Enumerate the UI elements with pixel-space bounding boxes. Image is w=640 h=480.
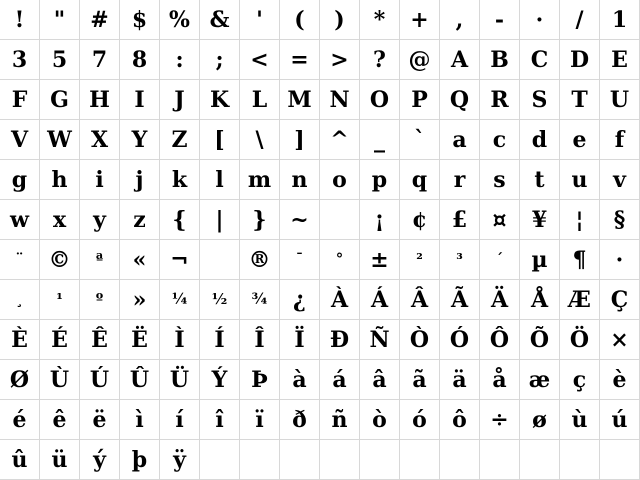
glyph-cell[interactable] [200,240,240,280]
glyph-cell[interactable]: ò [360,400,400,440]
glyph-cell[interactable]: ó [400,400,440,440]
glyph-cell[interactable]: i [80,160,120,200]
glyph-cell[interactable]: í [160,400,200,440]
glyph-cell[interactable]: L [240,80,280,120]
glyph-cell[interactable]: m [240,160,280,200]
glyph-cell[interactable]: ø [520,400,560,440]
glyph-cell[interactable]: w [0,200,40,240]
glyph-cell[interactable]: þ [120,440,160,480]
glyph-cell[interactable]: & [200,0,240,40]
glyph-cell[interactable]: ¦ [560,200,600,240]
glyph-cell[interactable]: Û [120,360,160,400]
glyph-cell[interactable]: A [440,40,480,80]
glyph-cell[interactable]: f [600,120,640,160]
glyph-cell[interactable]: Ñ [360,320,400,360]
glyph-cell[interactable]: ¨ [0,240,40,280]
glyph-cell[interactable]: / [560,0,600,40]
glyph-cell[interactable]: T [560,80,600,120]
glyph-cell[interactable]: » [120,280,160,320]
glyph-cell[interactable]: ñ [320,400,360,440]
glyph-cell[interactable]: 1 [600,0,640,40]
glyph-cell[interactable]: l [200,160,240,200]
glyph-cell[interactable]: F [0,80,40,120]
glyph-cell[interactable]: ¶ [560,240,600,280]
glyph-cell[interactable]: " [40,0,80,40]
glyph-cell[interactable]: g [0,160,40,200]
glyph-cell[interactable]: k [160,160,200,200]
glyph-cell[interactable]: · [520,0,560,40]
glyph-cell[interactable]: { [160,200,200,240]
glyph-cell[interactable]: K [200,80,240,120]
glyph-cell[interactable]: ° [320,240,360,280]
glyph-cell[interactable]: 7 [80,40,120,80]
glyph-cell[interactable]: Â [400,280,440,320]
glyph-cell[interactable]: ` [400,120,440,160]
glyph-cell[interactable]: _ [360,120,400,160]
glyph-cell[interactable]: Ð [320,320,360,360]
glyph-cell[interactable]: ý [80,440,120,480]
glyph-cell[interactable]: Î [240,320,280,360]
glyph-cell[interactable]: M [280,80,320,120]
glyph-cell[interactable]: ÷ [480,400,520,440]
glyph-cell-empty[interactable] [240,440,280,480]
glyph-cell[interactable]: V [0,120,40,160]
glyph-cell-empty[interactable] [320,440,360,480]
glyph-cell[interactable]: Ë [120,320,160,360]
glyph-cell[interactable]: Ò [400,320,440,360]
glyph-cell[interactable]: | [200,200,240,240]
glyph-cell[interactable]: 8 [120,40,160,80]
glyph-cell[interactable]: Ú [80,360,120,400]
glyph-cell[interactable]: u [560,160,600,200]
glyph-cell[interactable]: µ [520,240,560,280]
glyph-cell[interactable]: ú [600,400,640,440]
glyph-cell[interactable]: E [600,40,640,80]
glyph-cell[interactable]: ÿ [160,440,200,480]
glyph-cell[interactable]: o [320,160,360,200]
glyph-cell[interactable]: ' [240,0,280,40]
glyph-cell[interactable]: X [80,120,120,160]
glyph-cell[interactable]: ï [240,400,280,440]
glyph-cell[interactable]: ê [40,400,80,440]
glyph-cell[interactable]: ì [120,400,160,440]
glyph-cell[interactable]: h [40,160,80,200]
glyph-cell[interactable]: Z [160,120,200,160]
glyph-cell[interactable]: p [360,160,400,200]
glyph-cell[interactable]: ! [0,0,40,40]
glyph-cell[interactable]: Í [200,320,240,360]
glyph-cell[interactable]: ¿ [280,280,320,320]
glyph-cell[interactable]: § [600,200,640,240]
glyph-cell[interactable]: Q [440,80,480,120]
glyph-cell[interactable]: z [120,200,160,240]
glyph-cell-empty[interactable] [600,440,640,480]
glyph-cell[interactable]: Ê [80,320,120,360]
glyph-cell[interactable]: < [240,40,280,80]
glyph-cell[interactable]: N [320,80,360,120]
glyph-cell[interactable]: Ý [200,360,240,400]
glyph-cell[interactable]: å [480,360,520,400]
glyph-cell[interactable]: ¤ [480,200,520,240]
glyph-cell[interactable]: n [280,160,320,200]
glyph-cell[interactable]: * [360,0,400,40]
glyph-cell[interactable]: à [280,360,320,400]
glyph-cell[interactable]: î [200,400,240,440]
glyph-cell[interactable]: Ù [40,360,80,400]
glyph-cell[interactable]: t [520,160,560,200]
glyph-cell[interactable]: Ã [440,280,480,320]
glyph-cell[interactable]: D [560,40,600,80]
glyph-cell[interactable]: j [120,160,160,200]
glyph-cell[interactable]: r [440,160,480,200]
glyph-cell[interactable]: « [120,240,160,280]
glyph-cell[interactable]: Õ [520,320,560,360]
glyph-cell[interactable]: Ç [600,280,640,320]
glyph-cell[interactable]: ( [280,0,320,40]
glyph-cell[interactable]: v [600,160,640,200]
glyph-cell[interactable]: ä [440,360,480,400]
glyph-cell[interactable]: 5 [40,40,80,80]
glyph-cell[interactable]: È [0,320,40,360]
glyph-cell[interactable]: s [480,160,520,200]
glyph-cell[interactable]: Ü [160,360,200,400]
glyph-cell[interactable]: Ï [280,320,320,360]
glyph-cell[interactable]: Ó [440,320,480,360]
glyph-cell[interactable]: Æ [560,280,600,320]
glyph-cell-empty[interactable] [400,440,440,480]
glyph-cell[interactable]: ë [80,400,120,440]
glyph-cell[interactable]: \ [240,120,280,160]
glyph-cell[interactable]: Ø [0,360,40,400]
glyph-cell[interactable]: ¸ [0,280,40,320]
glyph-cell[interactable]: è [600,360,640,400]
glyph-cell-empty[interactable] [440,440,480,480]
glyph-cell[interactable]: é [0,400,40,440]
glyph-cell[interactable]: B [480,40,520,80]
glyph-cell[interactable]: ^ [320,120,360,160]
glyph-cell[interactable]: ¥ [520,200,560,240]
glyph-cell[interactable]: G [40,80,80,120]
glyph-cell[interactable]: ) [320,0,360,40]
glyph-cell[interactable]: @ [400,40,440,80]
glyph-cell[interactable]: É [40,320,80,360]
glyph-cell-empty[interactable] [520,440,560,480]
glyph-cell[interactable]: ³ [440,240,480,280]
glyph-cell[interactable]: · [600,240,640,280]
glyph-cell[interactable]: æ [520,360,560,400]
glyph-cell[interactable]: ] [280,120,320,160]
glyph-cell[interactable]: Å [520,280,560,320]
glyph-cell[interactable]: ¹ [40,280,80,320]
glyph-cell[interactable]: % [160,0,200,40]
glyph-cell[interactable]: a [440,120,480,160]
glyph-cell[interactable]: Ì [160,320,200,360]
glyph-cell[interactable]: > [320,40,360,80]
glyph-cell[interactable]: À [320,280,360,320]
glyph-cell[interactable]: º [80,280,120,320]
glyph-cell[interactable]: = [280,40,320,80]
glyph-cell[interactable]: ~ [280,200,320,240]
glyph-cell[interactable]: ; [200,40,240,80]
glyph-cell[interactable]: Ô [480,320,520,360]
glyph-cell[interactable]: ç [560,360,600,400]
glyph-cell[interactable]: d [520,120,560,160]
glyph-cell[interactable]: ² [400,240,440,280]
glyph-cell[interactable]: ? [360,40,400,80]
glyph-cell[interactable]: £ [440,200,480,240]
glyph-cell[interactable]: $ [120,0,160,40]
glyph-cell[interactable]: Þ [240,360,280,400]
glyph-cell[interactable]: Y [120,120,160,160]
glyph-cell[interactable]: P [400,80,440,120]
glyph-cell[interactable]: ¼ [160,280,200,320]
glyph-cell[interactable]: [ [200,120,240,160]
glyph-cell-empty[interactable] [280,440,320,480]
glyph-cell-empty[interactable] [200,440,240,480]
glyph-cell[interactable]: R [480,80,520,120]
glyph-cell-empty[interactable] [360,440,400,480]
glyph-cell[interactable]: Ä [480,280,520,320]
glyph-cell[interactable]: Ö [560,320,600,360]
glyph-cell[interactable]: - [480,0,520,40]
glyph-cell[interactable]: e [560,120,600,160]
glyph-cell-empty[interactable] [480,440,520,480]
glyph-cell[interactable]: H [80,80,120,120]
glyph-cell[interactable]: O [360,80,400,120]
glyph-cell[interactable]: ¡ [360,200,400,240]
glyph-cell[interactable]: ð [280,400,320,440]
glyph-cell[interactable]: ü [40,440,80,480]
glyph-cell[interactable]: q [400,160,440,200]
glyph-cell[interactable]: J [160,80,200,120]
glyph-cell[interactable]: x [40,200,80,240]
glyph-cell[interactable]: W [40,120,80,160]
glyph-cell[interactable]: } [240,200,280,240]
glyph-cell[interactable]: U [600,80,640,120]
glyph-cell[interactable]: ¾ [240,280,280,320]
glyph-cell[interactable]: I [120,80,160,120]
glyph-cell[interactable]: ´ [480,240,520,280]
glyph-cell[interactable]: S [520,80,560,120]
glyph-cell[interactable]: ù [560,400,600,440]
glyph-cell[interactable]: â [360,360,400,400]
glyph-cell[interactable]: # [80,0,120,40]
glyph-cell[interactable]: C [520,40,560,80]
glyph-cell-empty[interactable] [560,440,600,480]
glyph-cell-empty[interactable] [320,200,360,240]
glyph-cell[interactable]: ª [80,240,120,280]
glyph-cell[interactable]: , [440,0,480,40]
glyph-cell[interactable]: ¢ [400,200,440,240]
glyph-cell[interactable]: ¬ [160,240,200,280]
glyph-cell[interactable]: ã [400,360,440,400]
glyph-cell[interactable]: Á [360,280,400,320]
glyph-cell[interactable]: 3 [0,40,40,80]
glyph-cell[interactable]: ® [240,240,280,280]
glyph-cell[interactable]: © [40,240,80,280]
glyph-cell[interactable]: : [160,40,200,80]
glyph-cell[interactable]: c [480,120,520,160]
glyph-cell[interactable]: + [400,0,440,40]
glyph-cell[interactable]: × [600,320,640,360]
glyph-cell[interactable]: ½ [200,280,240,320]
glyph-cell[interactable]: y [80,200,120,240]
glyph-cell[interactable]: ô [440,400,480,440]
glyph-cell[interactable]: ± [360,240,400,280]
glyph-cell[interactable]: û [0,440,40,480]
glyph-cell[interactable]: ¯ [280,240,320,280]
glyph-cell[interactable]: á [320,360,360,400]
